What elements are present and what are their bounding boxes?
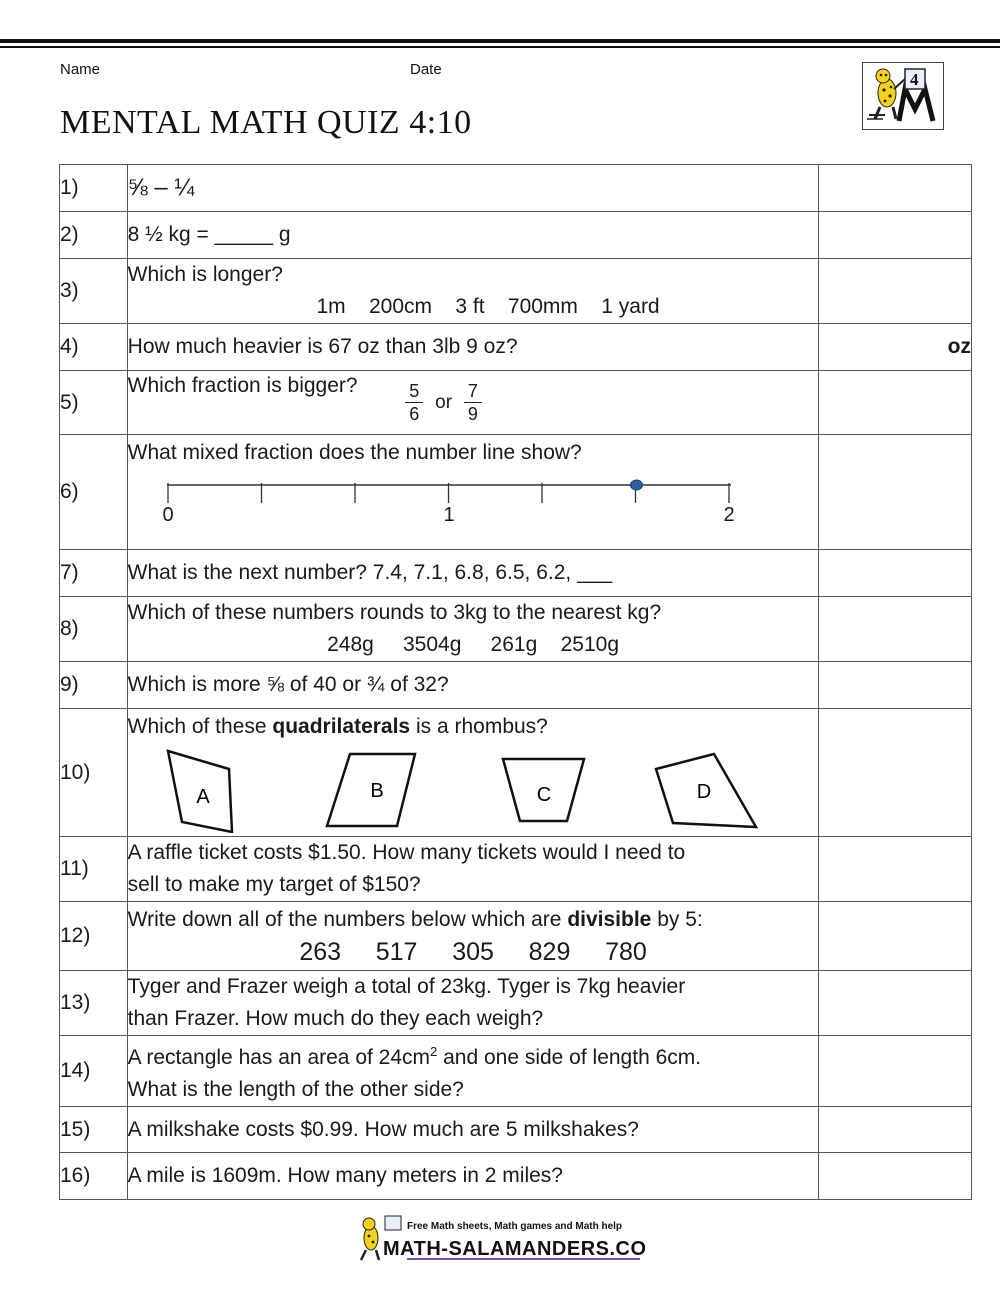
answer-unit[interactable]: oz (819, 324, 972, 371)
question-text: 8 ½ kg = _____ g (127, 212, 819, 259)
question-3-text: Which is longer? (127, 263, 283, 286)
question-14-line2: What is the length of the other side? (127, 1078, 464, 1101)
or-label: or (435, 392, 453, 414)
question-row-11 (60, 837, 972, 902)
question-13-line2: than Frazer. How much do they each weigh? (127, 1007, 544, 1030)
question-row-14 (60, 1036, 972, 1107)
answer-box[interactable] (819, 971, 972, 1036)
question-text (127, 371, 819, 435)
question-row-8 (60, 597, 972, 662)
top-rule-thin (0, 46, 1000, 48)
answer-box[interactable] (819, 165, 972, 212)
question-row-15 (60, 1107, 972, 1153)
answer-box[interactable] (819, 1107, 972, 1153)
question-8-text: Which of these numbers rounds to 3kg to the nearest kg? (127, 601, 662, 624)
question-text: How much heavier is 67 oz than 3lb 9 oz? (127, 324, 819, 371)
page-title: MENTAL MATH QUIZ 4:10 (60, 104, 472, 141)
question-number: 3) (60, 259, 128, 324)
question-number: 11) (60, 837, 128, 902)
grade-logo (862, 62, 944, 130)
fraction-5-6: $\frac{5}{6}$ (405, 380, 423, 425)
question-13-line1: Tyger and Frazer weigh a total of 23kg. Tyger is 7kg heavier (127, 975, 686, 998)
question-14-line1: A rectangle has an area of $24cm^2$ and one side of length 6cm. (127, 1044, 702, 1069)
question-number: 8) (60, 597, 128, 662)
question-text: A milkshake costs $0.99. How much are 5 milkshakes? (127, 1107, 819, 1153)
question-text (127, 709, 819, 837)
question-number: 9) (60, 662, 128, 709)
question-text (127, 1036, 819, 1107)
question-text (127, 165, 819, 212)
answer-box[interactable] (819, 1153, 972, 1200)
question-row-4 (60, 324, 972, 371)
question-text (127, 597, 819, 662)
question-text: What is the next number? 7.4, 7.1, 6.8, 6.5, 6.2, ___ (127, 550, 819, 597)
answer-box[interactable] (819, 435, 972, 550)
question-row-5 (60, 371, 972, 435)
footer-logo[interactable] (355, 1212, 645, 1264)
question-number: 5) (60, 371, 128, 435)
salamander-footer-icon (355, 1212, 645, 1264)
question-number: 10) (60, 709, 128, 837)
quiz-table (59, 164, 972, 1200)
question-11-line1: A raffle ticket costs $1.50. How many tickets would I need to (127, 841, 686, 864)
answer-box[interactable] (819, 1036, 972, 1107)
question-number: 12) (60, 902, 128, 971)
tick-label-0: 0 (162, 504, 174, 526)
question-number: 2) (60, 212, 128, 259)
number-line (128, 471, 768, 531)
question-row-12 (60, 902, 972, 971)
tick-label-2: 2 (723, 504, 735, 526)
question-row-13 (60, 971, 972, 1036)
grade-number: 4 (910, 70, 919, 89)
question-row-6 (60, 435, 972, 550)
question-text: Which is more ⅝ of 40 or ¾ of 32? (127, 662, 819, 709)
question-11-line2: sell to make my target of $150? (127, 873, 421, 896)
question-text: A mile is 1609m. How many meters in 2 miles? (127, 1153, 819, 1200)
shape-b-label: B (369, 780, 384, 802)
question-number: 6) (60, 435, 128, 550)
footer-tagline: Free Math sheets, Math games and Math help (407, 1221, 623, 1232)
shape-d-label: D (696, 781, 711, 803)
shape-c-label: C (536, 784, 551, 806)
question-row-7 (60, 550, 972, 597)
top-rule-thick (0, 39, 1000, 43)
question-row-1 (60, 165, 972, 212)
question-text (127, 435, 819, 550)
answer-box[interactable] (819, 212, 972, 259)
question-3-options: 1m 200cm 3 ft 700mm 1 yard (316, 295, 660, 318)
answer-box[interactable] (819, 662, 972, 709)
answer-box[interactable] (819, 259, 972, 324)
question-text (127, 902, 819, 971)
question-text (127, 837, 819, 902)
answer-box[interactable] (819, 902, 972, 971)
question-number: 14) (60, 1036, 128, 1107)
name-label: Name (60, 61, 101, 78)
date-label: Date (410, 61, 442, 78)
answer-box[interactable] (819, 709, 972, 837)
answer-box[interactable] (819, 837, 972, 902)
question-6-text: What mixed fraction does the number line show? (127, 441, 582, 464)
question-number: 7) (60, 550, 128, 597)
question-row-9 (60, 662, 972, 709)
answer-box[interactable] (819, 550, 972, 597)
question-number: 4) (60, 324, 128, 371)
question-1-text: ⅝ – ¼ (127, 173, 195, 201)
salamander-logo-icon (863, 63, 943, 129)
question-12-options: 263 517 305 829 780 (299, 938, 647, 966)
fraction-7-9: $\frac{7}{9}$ (464, 380, 482, 425)
answer-box[interactable] (819, 371, 972, 435)
question-number: 1) (60, 165, 128, 212)
question-12-text: Write down all of the numbers below which are divisible by 5: (127, 908, 703, 931)
question-8-options: 248g 3504g 261g 2510g (327, 633, 620, 656)
answer-box[interactable] (819, 597, 972, 662)
question-10-text: Which of these quadrilaterals is a rhombus? (127, 715, 548, 738)
number-line-point (630, 480, 642, 490)
question-5-text: Which fraction is bigger? (127, 374, 358, 397)
question-text (127, 971, 819, 1036)
shape-a-label: A (195, 786, 210, 808)
question-number: 15) (60, 1107, 128, 1153)
question-row-16 (60, 1153, 972, 1200)
question-row-3 (60, 259, 972, 324)
question-row-10 (60, 709, 972, 837)
question-number: 13) (60, 971, 128, 1036)
question-number: 16) (60, 1153, 128, 1200)
quadrilateral-shapes (128, 743, 788, 833)
question-text (127, 259, 819, 324)
tick-label-1: 1 (443, 504, 455, 526)
footer-site: MATH-SALAMANDERS.COM (383, 1238, 645, 1260)
question-row-2 (60, 212, 972, 259)
